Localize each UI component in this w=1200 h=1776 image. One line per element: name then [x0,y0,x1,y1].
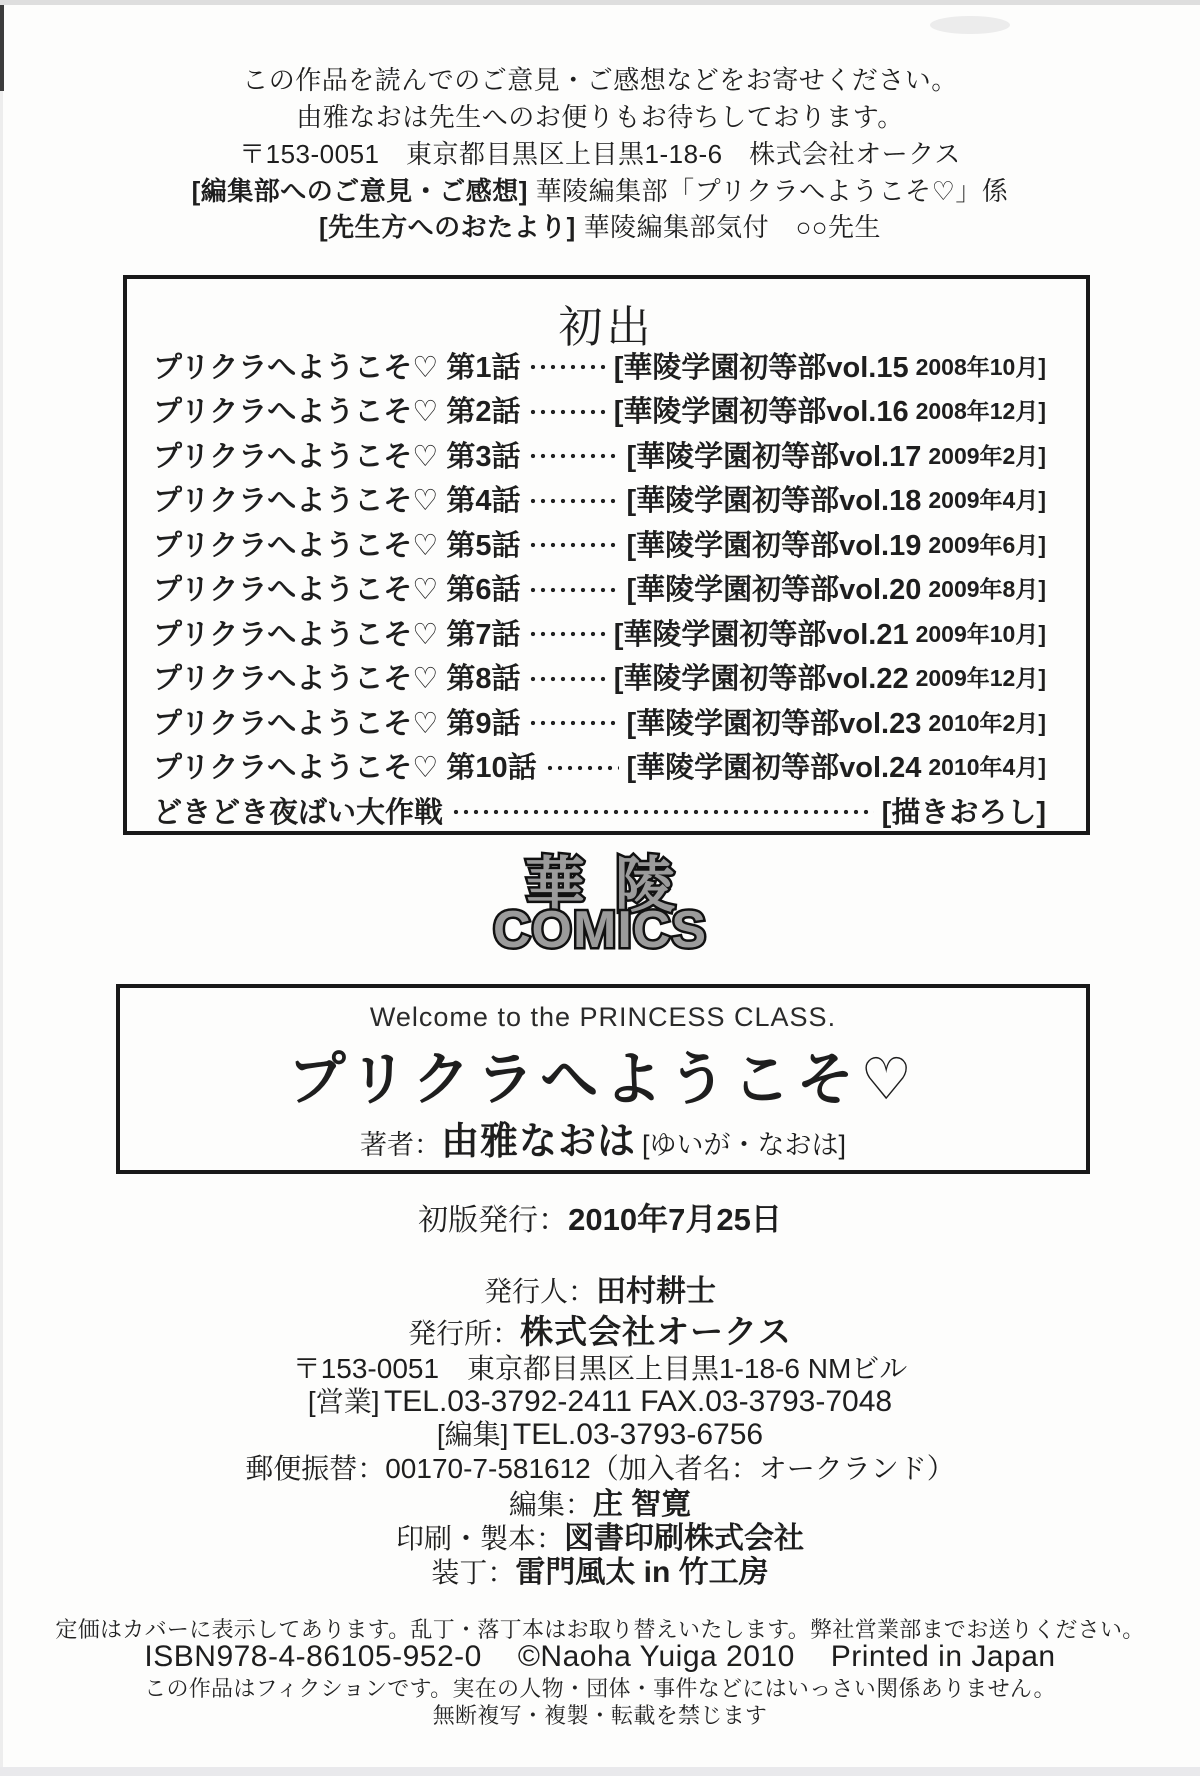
publisher-logo-kanji: 華陵 [525,852,705,919]
chapter-title: プリクラへようこそ♡ 第7話 [153,618,521,651]
publication-source: [華陵学園初等部vol.17 [626,440,922,473]
chapter-title: プリクラへようこそ♡ 第8話 [153,663,521,696]
first-publication-title: 初出 [558,303,655,352]
publication-source: [華陵学園初等部vol.20 [626,574,922,607]
dot-leader [528,720,618,726]
header-editorial-contact-line [0,171,1200,208]
author-contact-value: 華陵編集部気付 ○○先生 [583,212,881,242]
chapter-title: プリクラへようこそ♡ 第2話 [153,396,521,429]
publisher-person-name: 田村耕士 [596,1275,716,1308]
publication-source: [華陵学園初等部vol.18 [626,485,922,518]
publication-date: 2009年6月] [928,531,1046,558]
publisher-person-line [0,1266,1200,1310]
scan-artifact-top-band [0,0,1200,5]
price-notice: 定価はカバーに表示してあります。乱丁・落丁本はお取り替えいたします。弊社営業部までお送りください。 [55,1617,1145,1642]
publication-entry [153,744,1046,789]
dot-leader [451,809,874,815]
first-publication-box [123,275,1090,835]
publication-date: 2009年4月] [928,487,1046,514]
chapter-title: プリクラへようこそ♡ 第5話 [153,529,521,562]
publication-source: [華陵学園初等部vol.15 [613,351,909,384]
publication-date: 2009年8月] [928,576,1046,603]
scan-artifact-bottom-band [0,1767,1200,1776]
publication-date: 2009年2月] [928,442,1046,469]
scan-artifact-smudge [930,16,1010,34]
dot-leader [528,409,605,415]
publisher-address-line: 〒153-0051 東京都目黒区上目黒1-18-6 NMビル [292,1353,908,1384]
edition-label: 初版発行： [418,1204,569,1237]
publication-entry [153,343,1046,388]
fiction-notice: この作品はフィクションです。実在の人物・団体・事件などにはいっさい関係ありません。 [144,1676,1056,1701]
edition-line [0,1194,1200,1239]
publication-source: [華陵学園初等部vol.22 [613,663,909,696]
isbn-number: ISBN978-4-86105-952-0 [144,1640,482,1673]
book-title-box [116,984,1090,1174]
postal-value: 00170-7-581612（加入者名：オークランド） [385,1453,955,1484]
author-line [120,1110,1086,1165]
printing-company: 図書印刷株式会社 [564,1522,804,1555]
publication-date: 2010年4月] [928,754,1046,781]
dot-leader [545,765,619,771]
copyright-text: ©Naoha Yuiga 2010 [517,1640,795,1673]
publisher-company-label: 発行所： [408,1318,521,1349]
publication-entry [153,521,1046,566]
header-address-line: 〒153-0051 東京都目黒区上目黒1-18-6 株式会社オークス [239,139,961,169]
publication-source: [華陵学園初等部vol.16 [613,396,909,429]
header-fanletter-line: 由雅なおは先生へのお便りもお待ちしております。 [296,102,904,132]
book-title: プリクラへようこそ♡ [287,1047,919,1112]
publication-entry [153,477,1046,522]
publication-entry [153,788,1046,833]
dot-leader [528,364,605,370]
dot-leader [528,542,618,548]
printing-label: 印刷・製本： [395,1523,564,1554]
author-name: 由雅なおは [440,1121,636,1163]
isbn-line [0,1640,1200,1674]
dot-leader [528,676,605,682]
publication-entry [153,610,1046,655]
publication-entry [153,655,1046,700]
publisher-company-line [0,1306,1200,1353]
editorial-contact-label: [編集部へのご意見・ご感想] [191,176,528,206]
dot-leader [528,453,618,459]
edit-label: [編集] [436,1419,509,1450]
publication-source: [華陵学園初等部vol.23 [626,707,922,740]
chapter-title: どきどき夜ばい大作戦 [153,796,444,829]
author-label: 著者： [359,1130,441,1160]
edit-tel: TEL.03-3793-6756 [512,1418,764,1451]
design-line [0,1547,1200,1591]
chapter-title: プリクラへようこそ♡ 第9話 [153,707,521,740]
dot-leader [528,631,605,637]
publication-entry [153,566,1046,611]
chapter-title: プリクラへようこそ♡ 第4話 [153,485,521,518]
publisher-person-label: 発行人： [483,1276,596,1307]
publication-source: [華陵学園初等部vol.21 [613,618,909,651]
design-label: 装丁： [431,1557,516,1588]
dot-leader [528,587,618,593]
publication-entry [153,432,1046,477]
publication-date: 2010年2月] [928,709,1046,736]
header-author-contact-line [0,207,1200,244]
publication-entries [153,343,1046,833]
publisher-logo-comics: COMICS [493,901,707,959]
edition-date: 2010年7月25日 [568,1202,782,1237]
publication-entry [153,388,1046,433]
rights-notice: 無断複写・複製・転載を禁じます [432,1703,768,1728]
editorial-contact-value: 華陵編集部「プリクラへようこそ♡」係 [535,176,1009,206]
publication-date: 2008年12月] [915,398,1046,425]
chapter-title: プリクラへようこそ♡ 第6話 [153,574,521,607]
chapter-title: プリクラへようこそ♡ 第1話 [153,351,521,384]
publication-source: [華陵学園初等部vol.24 [626,752,922,785]
design-credit: 雷門風太 in 竹工房 [515,1556,769,1589]
publication-date: 2008年10月] [915,353,1046,380]
author-reading: [ゆいが・なおは] [642,1130,847,1160]
postal-label: 郵便振替： [245,1453,386,1484]
editor-label: 編集： [508,1489,593,1520]
publication-entry [153,699,1046,744]
printed-in-japan: Printed in Japan [830,1640,1056,1673]
publication-date: 2009年10月] [915,620,1046,647]
chapter-title: プリクラへようこそ♡ 第10話 [153,752,537,785]
publisher-company-name: 株式会社オークス [520,1313,792,1350]
publication-date: 2009年12月] [915,665,1046,692]
dot-leader [528,498,618,504]
editor-name: 庄 智寛 [592,1488,692,1521]
publication-source: [華陵学園初等部vol.19 [626,529,922,562]
author-contact-label: [先生方へのおたより] [319,212,576,242]
chapter-title: プリクラへようこそ♡ 第3話 [153,440,521,473]
header-feedback-line: この作品を読んでのご意見・ご感想などをお寄せください。 [242,65,958,95]
sales-tel: TEL.03-3792-2411 FAX.03-3793-7048 [383,1385,893,1418]
publication-source: [描きおろし] [881,796,1046,829]
sales-label: [営業] [307,1386,380,1417]
series-english-title: Welcome to the PRINCESS CLASS. [369,1002,837,1032]
